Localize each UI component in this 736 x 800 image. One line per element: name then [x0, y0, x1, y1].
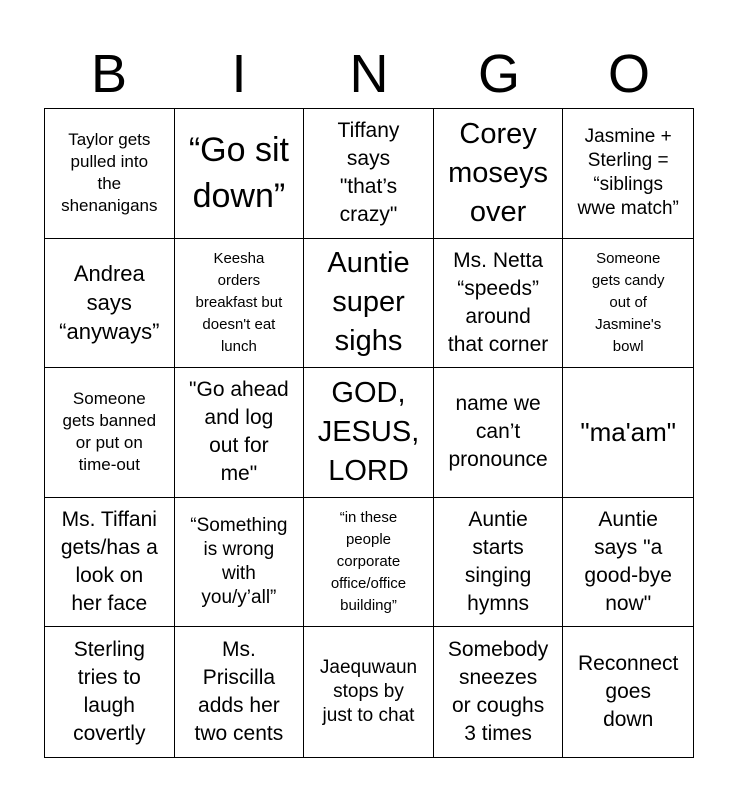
bingo-cell-r3c4[interactable]: [434, 368, 564, 498]
cell-text: Jasmine + Sterling = “siblings wwe match”: [577, 126, 679, 220]
cell-text: Jaequwaun stops by just to chat: [319, 657, 418, 727]
cell-text: “in these people corporate office/office building”: [330, 509, 407, 615]
bingo-cell-r5c4[interactable]: [434, 627, 564, 757]
cell-text: Ms. Priscilla adds her two cents: [194, 638, 284, 746]
bingo-header: [44, 40, 694, 108]
cell-text: Taylor gets pulled into the shenanigans: [61, 130, 158, 216]
bingo-cell-r4c3[interactable]: [304, 498, 434, 628]
cell-text: “Go sit down”: [188, 131, 289, 216]
header-letter-o: O: [607, 44, 650, 104]
cell-text: Ms. Netta “speeds” around that corner: [447, 248, 549, 356]
bingo-cell-r1c1[interactable]: [45, 109, 175, 239]
bingo-cell-r4c4[interactable]: [434, 498, 564, 628]
cell-text: Sterling tries to laugh covertly: [73, 638, 146, 746]
bingo-cell-r1c4[interactable]: [434, 109, 564, 239]
bingo-cell-r2c2[interactable]: [175, 239, 305, 369]
bingo-cell-r5c1[interactable]: [45, 627, 175, 757]
bingo-cell-r1c2[interactable]: [175, 109, 305, 239]
cell-text: Corey moseys over: [448, 117, 549, 228]
bingo-cell-r3c5[interactable]: [563, 368, 693, 498]
bingo-grid: [44, 108, 694, 758]
bingo-cell-r2c1[interactable]: [45, 239, 175, 369]
bingo-cell-r4c1[interactable]: [45, 498, 175, 628]
bingo-cell-r5c2[interactable]: [175, 627, 305, 757]
bingo-cell-r2c5[interactable]: [563, 239, 693, 369]
bingo-cell-r5c5[interactable]: [563, 627, 693, 757]
header-letter-i: I: [231, 44, 247, 104]
header-letter-g: G: [477, 44, 520, 104]
bingo-cell-r3c3[interactable]: [304, 368, 434, 498]
bingo-cell-r1c5[interactable]: [563, 109, 693, 239]
bingo-cell-r4c2[interactable]: [175, 498, 305, 628]
cell-text: Somebody sneezes or coughs 3 times: [447, 638, 549, 746]
cell-text: Keesha orders breakfast but doesn't eat lunch: [195, 249, 283, 355]
cell-text: Ms. Tiffani gets/has a look on her face: [60, 508, 158, 616]
cell-text: Andrea says “anyways”: [59, 261, 160, 345]
cell-text: Someone gets banned or put on time-out: [62, 389, 157, 475]
header-letter-n: N: [349, 44, 389, 104]
cell-text: Reconnect goes down: [577, 652, 679, 732]
cell-text: "ma'am": [580, 417, 677, 448]
cell-text: Auntie starts singing hymns: [464, 508, 532, 616]
bingo-cell-r3c2[interactable]: [175, 368, 305, 498]
bingo-cell-r2c3[interactable]: [304, 239, 434, 369]
bingo-cell-r3c1[interactable]: [45, 368, 175, 498]
cell-text: Auntie super sighs: [327, 247, 410, 358]
bingo-cell-r1c3[interactable]: [304, 109, 434, 239]
cell-text: Auntie says "a good-bye now": [584, 508, 672, 616]
bingo-cell-r2c4[interactable]: [434, 239, 564, 369]
cell-text: "Go ahead and log out for me": [189, 378, 289, 486]
cell-text: name we can’t pronounce: [448, 392, 548, 472]
cell-text: “Something is wrong with you/y’all”: [190, 515, 288, 609]
cell-text: GOD, JESUS, LORD: [317, 376, 420, 487]
cell-text: Tiffany says "that’s crazy": [337, 119, 400, 227]
bingo-cell-r5c3[interactable]: [304, 627, 434, 757]
cell-text: Someone gets candy out of Jasmine's bowl: [591, 249, 665, 355]
bingo-cell-r4c5[interactable]: [563, 498, 693, 628]
header-letter-b: B: [90, 44, 128, 104]
